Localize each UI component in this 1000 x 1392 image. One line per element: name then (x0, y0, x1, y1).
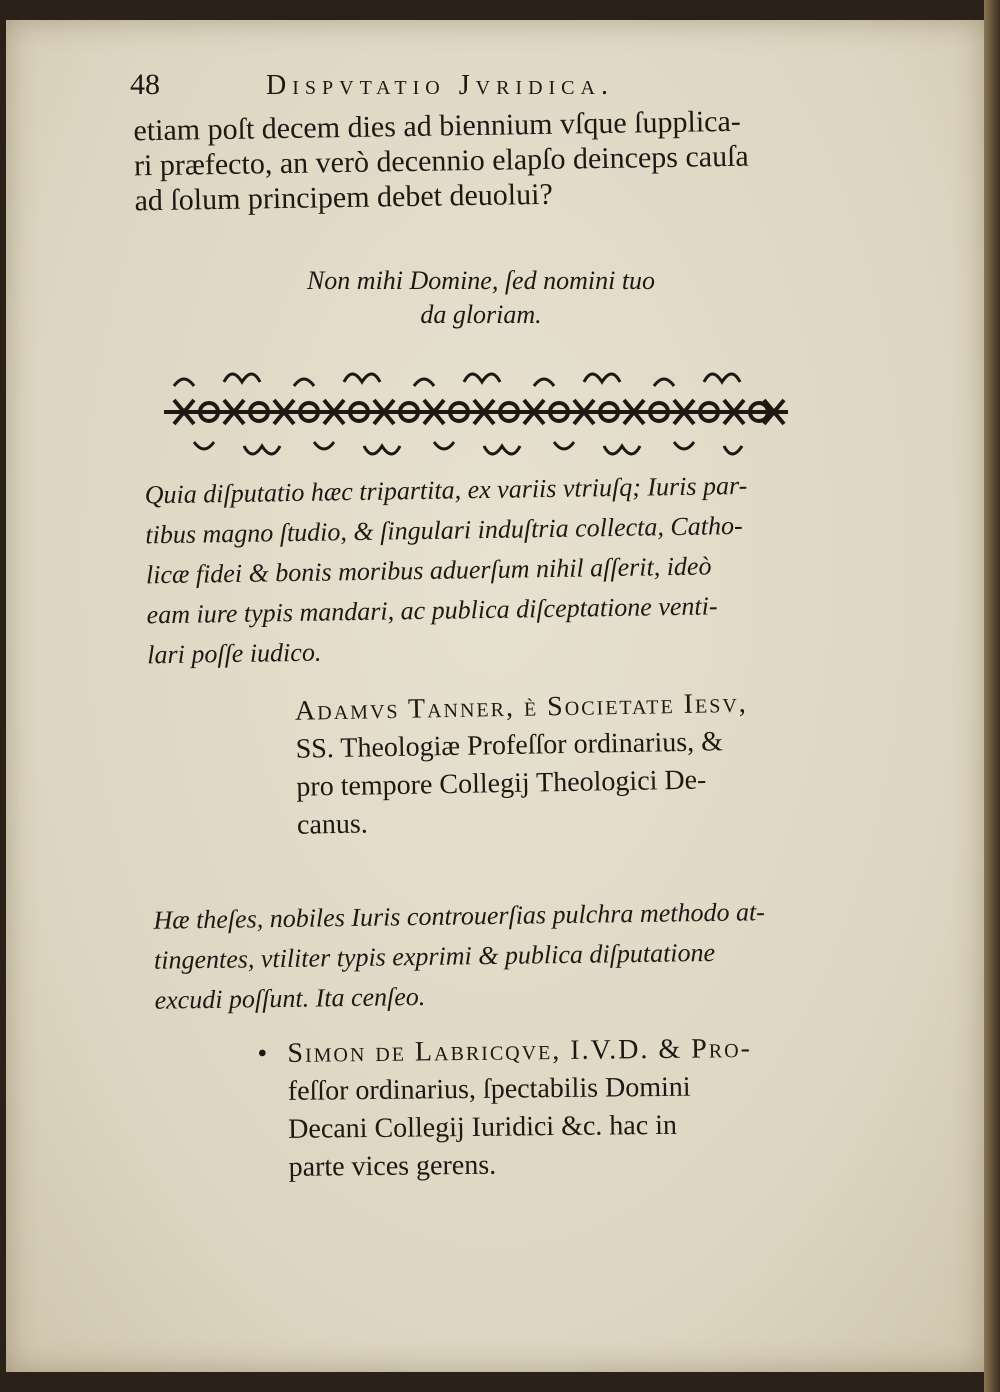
censura-line: Quia diſputatio hæc tripartita, ex variis vtriuſq; Iuris par- (144, 470, 748, 510)
page-number: 48 (130, 68, 160, 101)
censura-approval-1 (144, 465, 827, 676)
censura-line: lari poſſe iudico. (147, 637, 322, 670)
ornament-top-row (174, 374, 740, 386)
page-header (126, 62, 686, 102)
body-text (133, 103, 815, 219)
signature-labricque (257, 1029, 839, 1187)
signature-line: parte vices gerens. (288, 1149, 497, 1183)
signature-line: canus. (296, 808, 369, 841)
ornament-middle-band (164, 400, 788, 424)
book-page (6, 20, 984, 1372)
censura-approval-2 (153, 891, 835, 1020)
book-spine-edge (984, 0, 1000, 1392)
censura-line: Hæ theſes, nobiles Iuris controuerſias pulchra methodo at- (153, 897, 766, 935)
motto-line: da gloriam. (420, 300, 542, 329)
censura-line: excudi poſſunt. Ita cenſeo. (154, 981, 426, 1015)
censura-line: eam iure typis mandari, ac publica diſceptatione venti- (146, 591, 718, 630)
signature-line: Decani Collegij Iuridici &c. hac in (288, 1109, 678, 1145)
signature-line: SS. Theologiæ Profeſſor ordinarius, & (295, 726, 724, 765)
bullet-mark: • (257, 1038, 268, 1070)
motto (276, 264, 686, 332)
body-line: etiam poſt decem dies ad biennium vſque ſupplica- (133, 104, 742, 148)
signature-line: Adamvs Tanner, è Societate Iesv, (294, 687, 749, 727)
censura-line: tingentes, vtiliter typis exprimi & publica diſputatione (153, 937, 716, 975)
censura-line: licæ fidei & bonis moribus aduerſum nihil aſſerit, ideò (145, 551, 712, 590)
body-line: ad ſolum principem debet deuolui? (134, 177, 554, 218)
signature-line: feſſor ordinarius, ſpectabilis Domini (287, 1071, 691, 1107)
body-line: ri præfecto, an verò decennio elapſo deinceps cauſa (133, 139, 749, 183)
signature-tanner (295, 683, 838, 844)
printers-ornament (154, 356, 798, 468)
motto-line: Non mihi Domine, ſed nomini tuo (306, 266, 656, 295)
running-head: Dispvtatio Jvridica. (266, 70, 614, 101)
ornament-bottom-row (194, 442, 742, 454)
censura-line: tibus magno ſtudio, & ſingulari induſtria collecta, Catho- (145, 510, 743, 550)
signature-line: pro tempore Collegij Theologici De- (296, 764, 707, 803)
signature-line: Simon de Labricqve, I.V.D. & Pro- (287, 1033, 753, 1069)
